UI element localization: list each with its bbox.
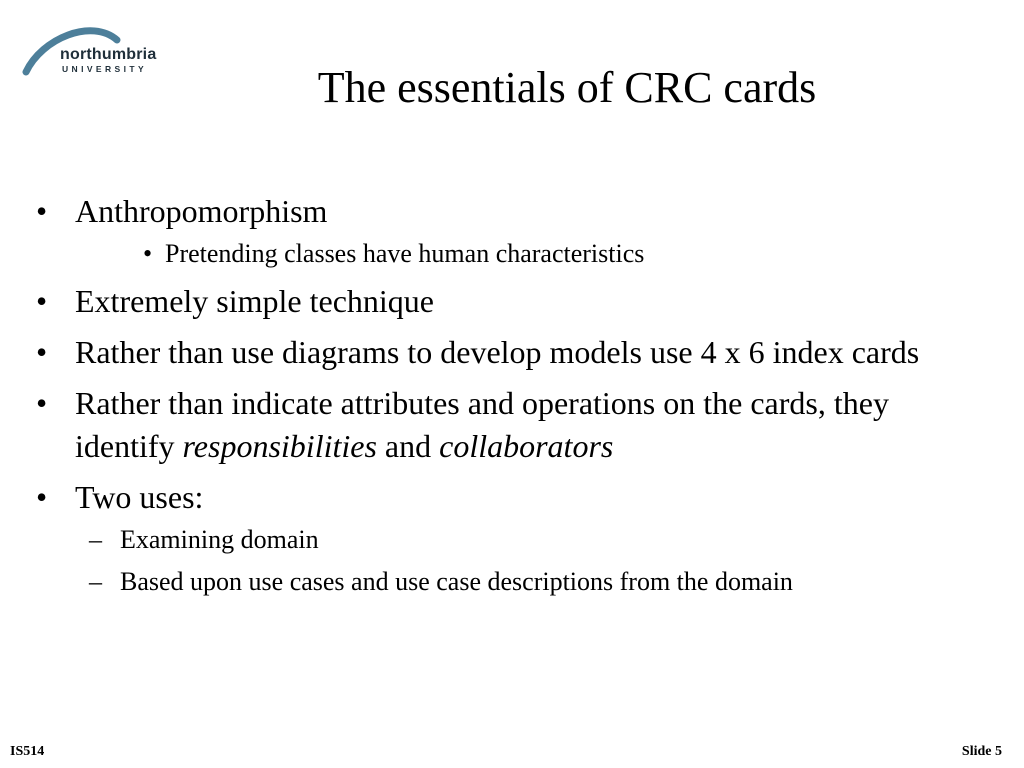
bullet-item bbox=[30, 382, 990, 468]
footer-course-code: IS514 bbox=[10, 744, 45, 759]
sub-bullet-list bbox=[75, 521, 990, 601]
bullet-text: Two uses: bbox=[75, 479, 204, 515]
footer-slide-number: Slide 5 bbox=[961, 744, 1002, 759]
slide-title: The essentials of CRC cards bbox=[317, 63, 817, 112]
bullet-text: Extremely simple technique bbox=[75, 283, 434, 319]
bullet-marker: • bbox=[36, 385, 48, 421]
bullet-marker: • bbox=[36, 283, 48, 319]
sub-bullet-text: Pretending classes have human characteristics bbox=[165, 239, 645, 268]
bullet-text: Anthropomorphism bbox=[75, 193, 328, 229]
sub-bullet-item bbox=[75, 236, 990, 272]
bullet-item bbox=[30, 476, 990, 601]
bullet-text: Rather than use diagrams to develop models use 4 x 6 index cards bbox=[75, 334, 920, 370]
bullet-item bbox=[30, 190, 990, 272]
bullet-list bbox=[30, 190, 990, 609]
sub-bullet-marker: • bbox=[143, 239, 153, 268]
bullet-text-part: and bbox=[376, 428, 440, 464]
bullet-text bbox=[75, 385, 889, 464]
logo-name: northumbria bbox=[60, 46, 157, 63]
sub-bullet-text: Based upon use cases and use case descriptions from the domain bbox=[120, 567, 793, 596]
sub-bullet-item bbox=[75, 563, 990, 601]
emphasis-collaborators: collaborators bbox=[439, 428, 614, 464]
sub-bullet-text: Examining domain bbox=[120, 525, 319, 554]
bullet-marker: • bbox=[36, 193, 48, 229]
sub-bullet-list bbox=[75, 236, 990, 272]
bullet-marker: • bbox=[36, 479, 48, 515]
bullet-item bbox=[30, 331, 990, 374]
sub-bullet-item bbox=[75, 521, 990, 559]
emphasis-responsibilities: responsibilities bbox=[182, 428, 377, 464]
logo-subtitle: UNIVERSITY bbox=[62, 64, 148, 74]
bullet-item bbox=[30, 280, 990, 323]
bullet-marker: • bbox=[36, 334, 48, 370]
dash-marker: – bbox=[89, 567, 102, 596]
bullet-text-part: Rather than indicate attributes and operations on the cards, they identify bbox=[75, 385, 889, 464]
dash-marker: – bbox=[89, 525, 102, 554]
